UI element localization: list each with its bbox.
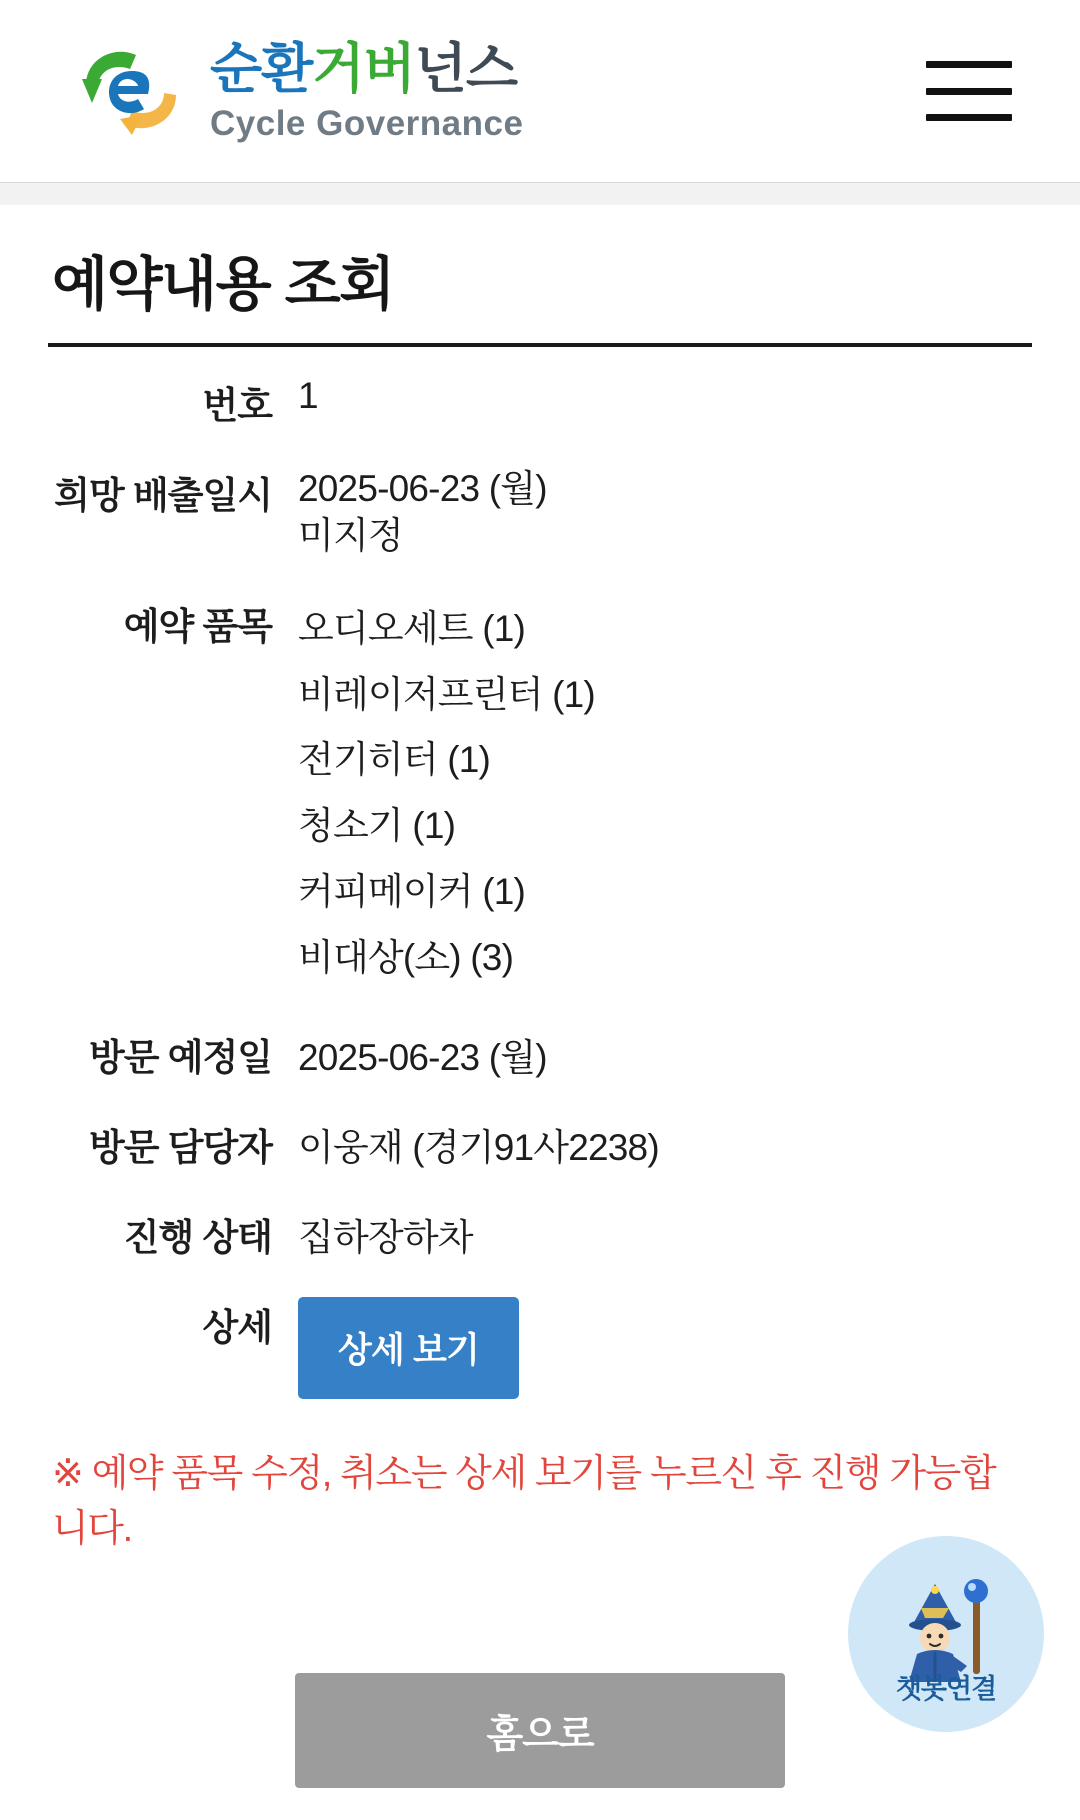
site-header — [0, 0, 1080, 183]
label-desired-date: 희망 배출일시 — [54, 475, 272, 516]
chatbot-label: 챗봇연결 — [895, 1674, 997, 1704]
list-item: 비레이저프린터 (1) — [298, 673, 595, 715]
logo-seg-1: 순환 — [210, 38, 313, 99]
notice-text: ※ 예약 품목 수정, 취소는 상세 보기를 누르신 후 진행 가능합니다. — [52, 1452, 996, 1550]
detail-cell — [298, 1279, 1032, 1417]
title-divider — [48, 343, 1032, 347]
value-visit-date: 2025-06-23 (월) — [298, 1036, 547, 1078]
list-item: 전기히터 (1) — [298, 739, 491, 781]
logo-korean-text — [210, 38, 523, 99]
table-row-desired-date — [48, 447, 1032, 578]
table-row-number — [48, 357, 1032, 447]
value-visit-staff: 이웅재 (경기91사2238) — [298, 1126, 659, 1168]
site-logo[interactable] — [72, 39, 523, 143]
desired-date-line-1: 2025-06-23 (월) — [298, 468, 547, 509]
reservation-info-table — [48, 357, 1032, 1417]
value-desired-date — [298, 447, 1032, 578]
hamburger-bar-2 — [926, 88, 1012, 95]
table-row-status — [48, 1189, 1032, 1279]
logo-seg-2: 거버 — [312, 38, 415, 99]
list-item: 청소기 (1) — [298, 805, 456, 847]
chatbot-button[interactable] — [848, 1536, 1044, 1732]
table-row-visit-date — [48, 1009, 1032, 1099]
label-visit-staff: 방문 담당자 — [89, 1126, 272, 1168]
view-detail-button[interactable]: 상세 보기 — [298, 1297, 519, 1399]
label-detail: 상세 — [202, 1306, 272, 1348]
status-badge: 집하장하차 — [298, 1216, 473, 1258]
label-status: 진행 상태 — [123, 1216, 272, 1258]
value-items-list — [298, 578, 1032, 1009]
table-row-items — [48, 578, 1032, 1009]
hamburger-bar-3 — [926, 114, 1012, 121]
label-visit-date: 방문 예정일 — [89, 1036, 272, 1078]
value-number: 1 — [298, 375, 318, 416]
logo-text — [210, 38, 524, 143]
list-item: 비대상(소) (3) — [298, 937, 514, 979]
logo-english-text: Cycle Governance — [210, 103, 524, 143]
logo-seg-3: 넌스 — [414, 38, 517, 99]
hamburger-bar-1 — [926, 61, 1012, 68]
page-title: 예약내용 조회 — [52, 252, 394, 317]
hamburger-menu-icon[interactable] — [926, 61, 1012, 121]
table-row-visit-staff — [48, 1099, 1032, 1189]
header-divider-strip — [0, 183, 1080, 205]
list-item: 커피메이커 (1) — [298, 871, 526, 913]
list-item: 오디오세트 (1) — [298, 607, 526, 649]
label-items: 예약 품목 — [123, 605, 272, 647]
home-button[interactable]: 홈으로 — [295, 1673, 785, 1788]
desired-date-line-2: 미지정 — [298, 515, 403, 557]
label-number: 번호 — [202, 385, 272, 426]
cycle-governance-logo-icon — [72, 39, 192, 143]
table-row-detail — [48, 1279, 1032, 1417]
